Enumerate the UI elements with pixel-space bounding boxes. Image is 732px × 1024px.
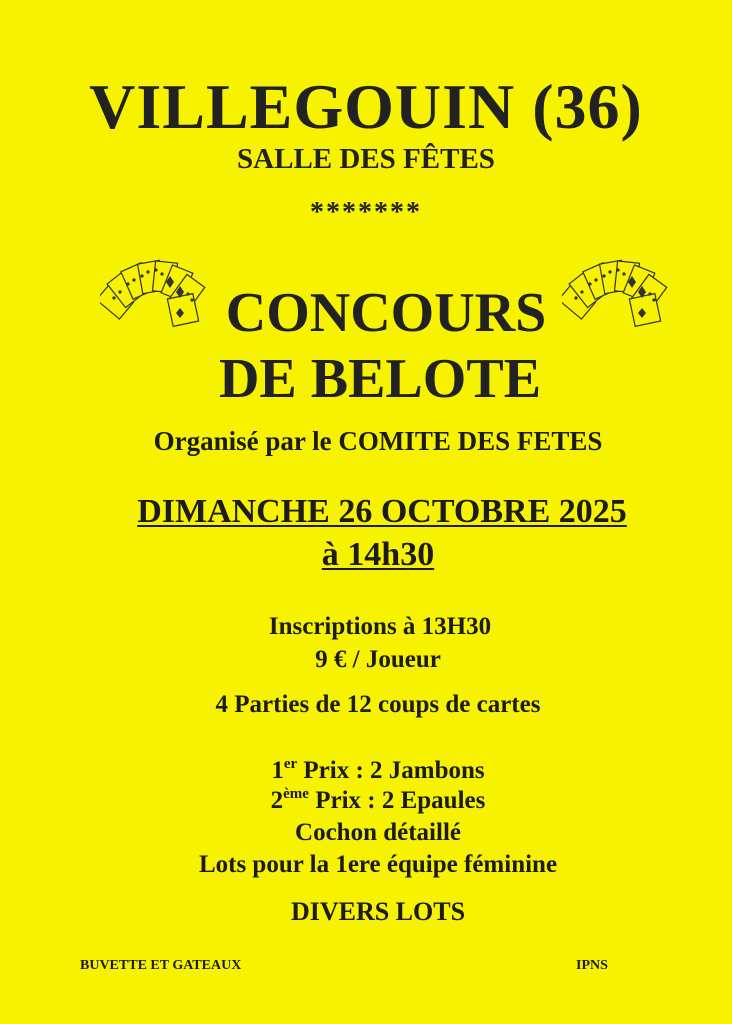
registration-time: Inscriptions à 13H30 [268, 613, 492, 640]
first-prize [12, 756, 732, 786]
footer-ipns: IPNS [576, 958, 608, 973]
event-time-text: à 14h30 [321, 536, 435, 573]
poster-title: VILLEGOUIN (36) [89, 71, 643, 142]
first-prize-suffix: er [283, 756, 298, 772]
event-date-text: DIMANCHE 26 OCTOBRE 2025 [137, 493, 627, 530]
second-prize-suffix: ème [283, 786, 309, 802]
event-time [12, 535, 732, 575]
organiser: Organisé par le COMITE DES FETES [153, 426, 603, 456]
headline-line-1: CONCOURS [225, 282, 547, 344]
entry-price: 9 € / Joueur [315, 646, 441, 673]
footer-refreshments: BUVETTE ET GATEAUX [80, 958, 242, 973]
venue: SALLE DES FÊTES [237, 143, 495, 175]
extra-prize: Cochon détaillé [295, 819, 461, 846]
first-prize-text: Prix : 2 Jambons [297, 757, 485, 784]
first-prize-number: 1 [271, 757, 284, 784]
games-info: 4 Parties de 12 coups de cartes [215, 691, 541, 718]
misc-prizes: DIVERS LOTS [290, 897, 466, 926]
second-prize-number: 2 [270, 787, 284, 814]
second-prize [12, 786, 732, 816]
headline-line-2: DE BELOTE [218, 348, 542, 410]
separator: ******* [310, 197, 422, 228]
event-date [16, 492, 732, 532]
second-prize-text: Prix : 2 Epaules [308, 787, 486, 814]
women-team-prize: Lots pour la 1ere équipe féminine [198, 851, 558, 878]
